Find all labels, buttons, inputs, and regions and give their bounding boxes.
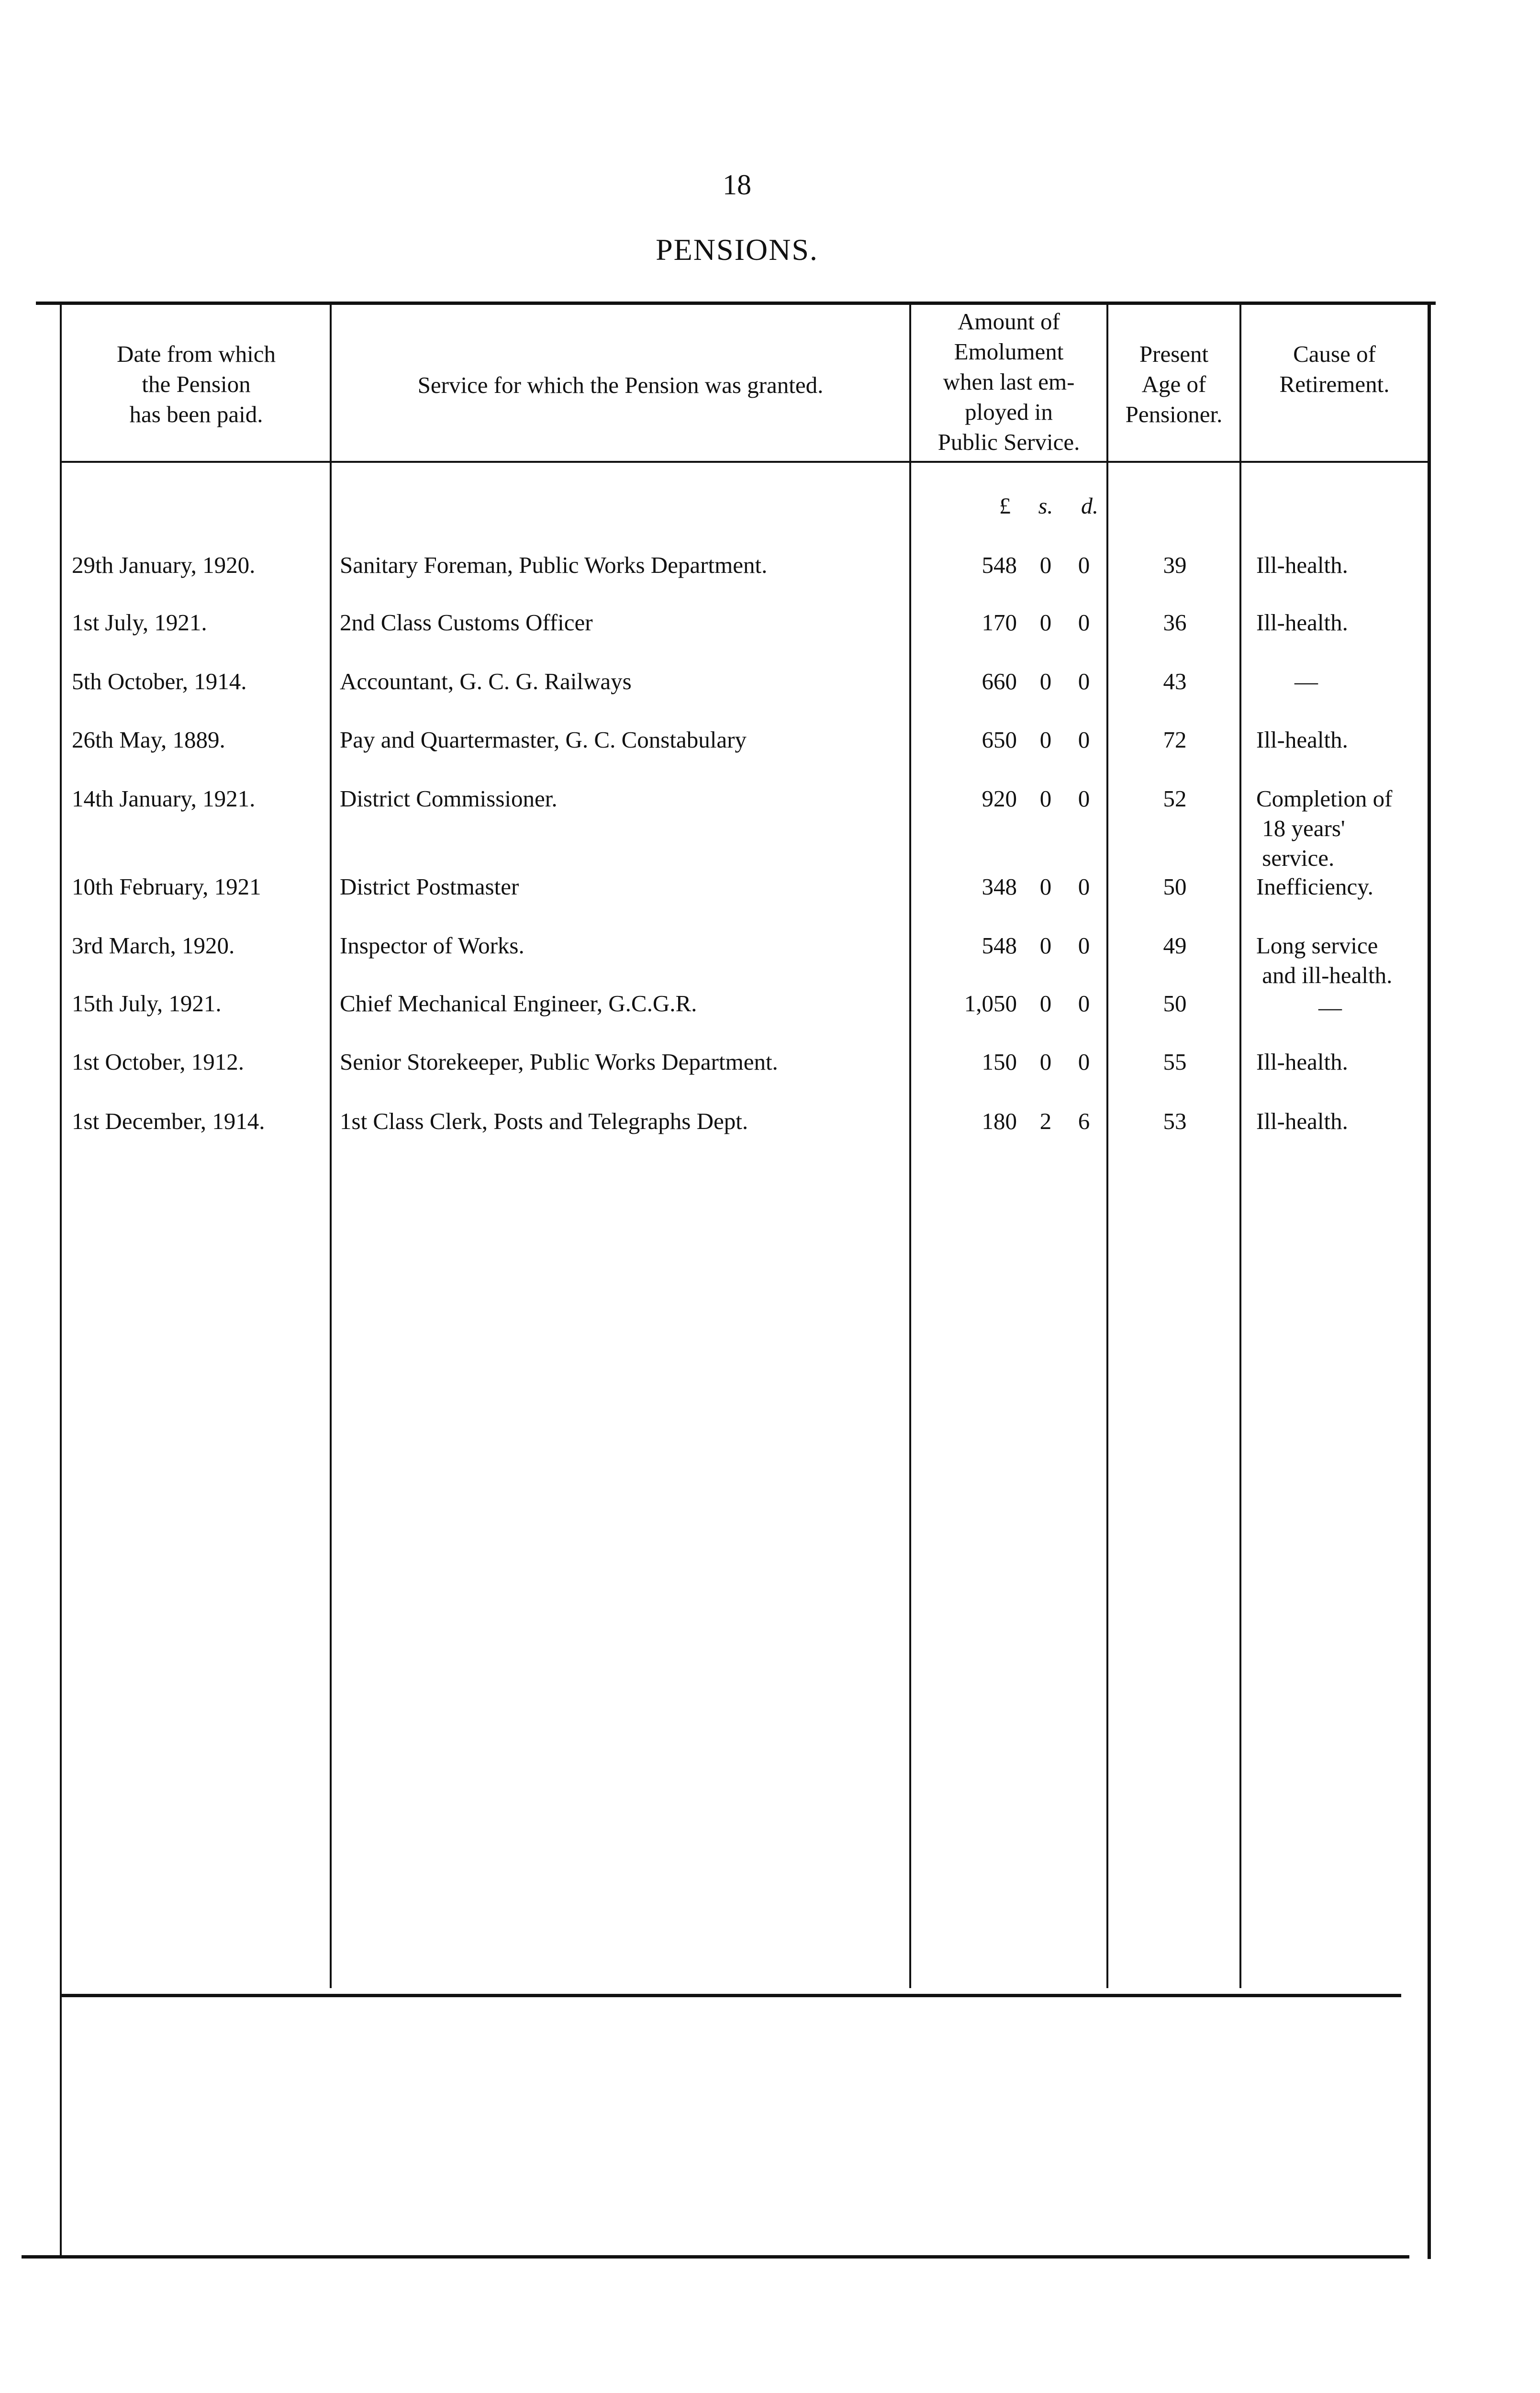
service-cell: Accountant, G. C. G. Railways <box>340 668 632 694</box>
date-cell: 1st July, 1921. <box>72 609 207 636</box>
shillings-cell: 0 <box>1039 1049 1052 1075</box>
age-cell: 72 <box>1163 727 1187 753</box>
pence-cell: 0 <box>1078 668 1090 694</box>
column-separator <box>1239 303 1241 1988</box>
pence-cell: 0 <box>1078 990 1090 1017</box>
unit-pounds: £ <box>999 493 1011 519</box>
date-cell: 15th July, 1921. <box>72 990 222 1017</box>
pence-cell: 6 <box>1078 1108 1090 1134</box>
cause-cell: Ill-health. <box>1256 1049 1348 1075</box>
shillings-cell: 0 <box>1039 727 1052 753</box>
age-cell: 39 <box>1163 552 1187 578</box>
service-cell: Pay and Quartermaster, G. C. Constabulary <box>340 727 747 753</box>
column-separator <box>330 303 332 1988</box>
unit-shillings: s. <box>1038 493 1053 519</box>
right-border <box>1428 302 1431 2259</box>
service-cell: Chief Mechanical Engineer, G.C.G.R. <box>340 990 697 1017</box>
date-cell: 5th October, 1914. <box>72 668 247 694</box>
age-cell: 49 <box>1163 932 1187 959</box>
pounds-cell: 1,050 <box>964 990 1017 1017</box>
cause-cell: Ill-health. <box>1256 727 1348 753</box>
cause-cell: Completion of 18 years' service. <box>1256 785 1393 871</box>
page-title: PENSIONS. <box>656 233 818 267</box>
age-cell: 53 <box>1163 1108 1187 1134</box>
cause-cell: — <box>1318 994 1342 1020</box>
header-age: Present Age of Pensioner. <box>1125 341 1223 427</box>
cause-cell: Ill-health. <box>1256 609 1348 636</box>
pounds-cell: 170 <box>982 609 1017 636</box>
service-cell: Inspector of Works. <box>340 932 524 959</box>
service-cell: Sanitary Foreman, Public Works Department. <box>340 552 768 578</box>
header-amount: Amount of Emolument when last em- ployed in Public Service. <box>937 308 1080 455</box>
date-cell: 29th January, 1920. <box>72 552 256 578</box>
header-date: Date from which the Pension has been paid. <box>117 341 276 427</box>
cause-cell: Long service and ill-health. <box>1256 932 1393 988</box>
shillings-cell: 0 <box>1039 990 1052 1017</box>
header-service: Service for which the Pension was granted. <box>417 372 824 398</box>
pence-cell: 0 <box>1078 1049 1090 1075</box>
pounds-cell: 548 <box>982 552 1017 578</box>
cause-cell: — <box>1294 668 1318 694</box>
pounds-cell: 660 <box>982 668 1017 694</box>
age-cell: 50 <box>1163 990 1187 1017</box>
pounds-cell: 920 <box>982 785 1017 812</box>
service-cell: 1st Class Clerk, Posts and Telegraphs Dept. <box>340 1108 748 1134</box>
service-cell: District Commissioner. <box>340 785 558 812</box>
cause-cell: Ill-health. <box>1256 552 1348 578</box>
column-separator <box>1106 303 1108 1988</box>
table-bottom-rule <box>22 2255 1409 2259</box>
date-cell: 26th May, 1889. <box>72 727 225 753</box>
pounds-cell: 348 <box>982 873 1017 900</box>
shillings-cell: 0 <box>1039 668 1052 694</box>
service-cell: 2nd Class Customs Officer <box>340 609 593 636</box>
left-border <box>60 303 62 2259</box>
age-cell: 36 <box>1163 609 1187 636</box>
shillings-cell: 0 <box>1039 932 1052 959</box>
table-footer-rule <box>61 1994 1401 1997</box>
unit-pence: d. <box>1081 493 1098 519</box>
pounds-cell: 150 <box>982 1049 1017 1075</box>
pounds-cell: 650 <box>982 727 1017 753</box>
date-cell: 1st December, 1914. <box>72 1108 265 1134</box>
pence-cell: 0 <box>1078 873 1090 900</box>
date-cell: 14th January, 1921. <box>72 785 256 812</box>
age-cell: 50 <box>1163 873 1187 900</box>
shillings-cell: 0 <box>1039 873 1052 900</box>
pence-cell: 0 <box>1078 609 1090 636</box>
shillings-cell: 0 <box>1039 609 1052 636</box>
service-cell: Senior Storekeeper, Public Works Department. <box>340 1049 778 1075</box>
pence-cell: 0 <box>1078 727 1090 753</box>
service-cell: District Postmaster <box>340 873 519 900</box>
cause-cell: Ill-health. <box>1256 1108 1348 1134</box>
date-cell: 10th February, 1921 <box>72 873 261 900</box>
header-bottom-rule <box>60 461 1428 463</box>
header-cause: Cause of Retirement. <box>1279 341 1390 397</box>
table-top-rule <box>36 302 1436 305</box>
pounds-cell: 548 <box>982 932 1017 959</box>
page-number: 18 <box>723 169 751 201</box>
shillings-cell: 2 <box>1039 1108 1052 1134</box>
shillings-cell: 0 <box>1039 552 1052 578</box>
date-cell: 1st October, 1912. <box>72 1049 245 1075</box>
cause-cell: Inefficiency. <box>1256 873 1373 900</box>
age-cell: 43 <box>1163 668 1187 694</box>
pence-cell: 0 <box>1078 552 1090 578</box>
pence-cell: 0 <box>1078 785 1090 812</box>
date-cell: 3rd March, 1920. <box>72 932 235 959</box>
pence-cell: 0 <box>1078 932 1090 959</box>
pounds-cell: 180 <box>982 1108 1017 1134</box>
age-cell: 55 <box>1163 1049 1187 1075</box>
age-cell: 52 <box>1163 785 1187 812</box>
shillings-cell: 0 <box>1039 785 1052 812</box>
